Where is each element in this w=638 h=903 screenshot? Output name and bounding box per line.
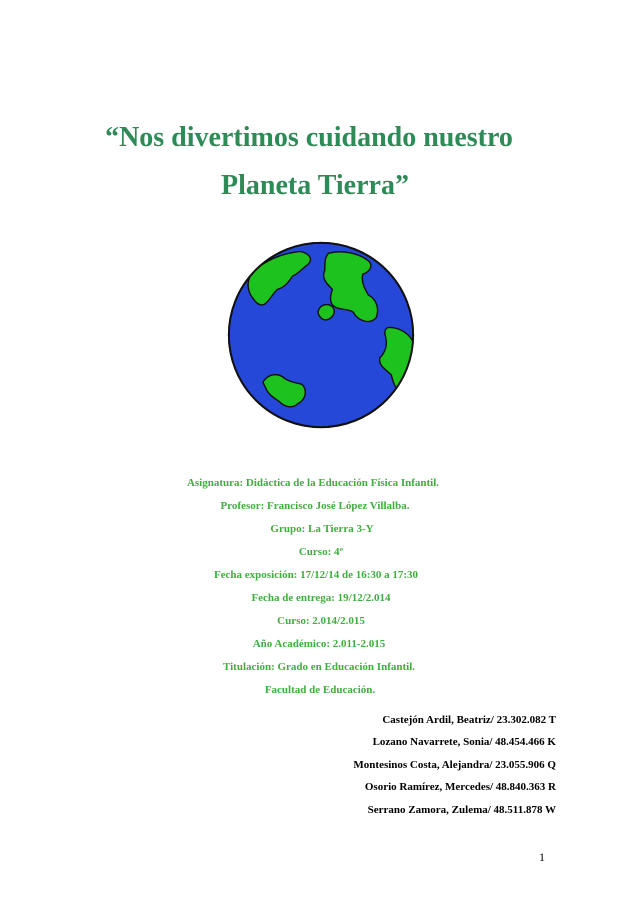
author-line: Serrano Zamora, Zulema/ 48.511.878 W bbox=[367, 803, 556, 816]
info-line-fecha-entrega: Fecha de entrega: 19/12/2.014 bbox=[251, 592, 391, 604]
title-line-1: “Nos divertimos cuidando nuestro bbox=[105, 122, 513, 153]
info-line-facultad: Facultad de Educación. bbox=[264, 684, 376, 696]
authors-list bbox=[353, 713, 556, 825]
info-line-curso: Curso: 4º bbox=[298, 546, 344, 558]
info-line-ano-academico: Año Académico: 2.011-2.015 bbox=[252, 638, 386, 650]
earth-globe-icon bbox=[226, 240, 416, 430]
title-line-2: Planeta Tierra” bbox=[221, 170, 409, 201]
info-line-curso-periodo: Curso: 2.014/2.015 bbox=[277, 615, 365, 627]
author-line: Osorio Ramírez, Mercedes/ 48.840.363 R bbox=[364, 781, 556, 794]
author-line: Castejón Ardil, Beatriz/ 23.302.082 T bbox=[382, 714, 556, 726]
info-line-fecha-exposicion: Fecha exposición: 17/12/14 de 16:30 a 17:30 bbox=[213, 569, 419, 581]
author-line: Lozano Navarrete, Sonia/ 48.454.466 K bbox=[372, 736, 556, 749]
info-line-grupo: Grupo: La Tierra 3-Y bbox=[270, 523, 374, 535]
page-number: 1 bbox=[539, 850, 545, 864]
info-line-profesor: Profesor: Francisco José López Villalba. bbox=[220, 500, 410, 512]
info-line-asignatura: Asignatura: Didáctica de la Educación Física Infantil. bbox=[186, 477, 440, 489]
author-line: Montesinos Costa, Alejandra/ 23.055.906 Q bbox=[353, 758, 556, 771]
globe-land-island bbox=[318, 305, 334, 320]
info-line-titulacion: Titulación: Grado en Educación Infantil. bbox=[222, 661, 416, 673]
